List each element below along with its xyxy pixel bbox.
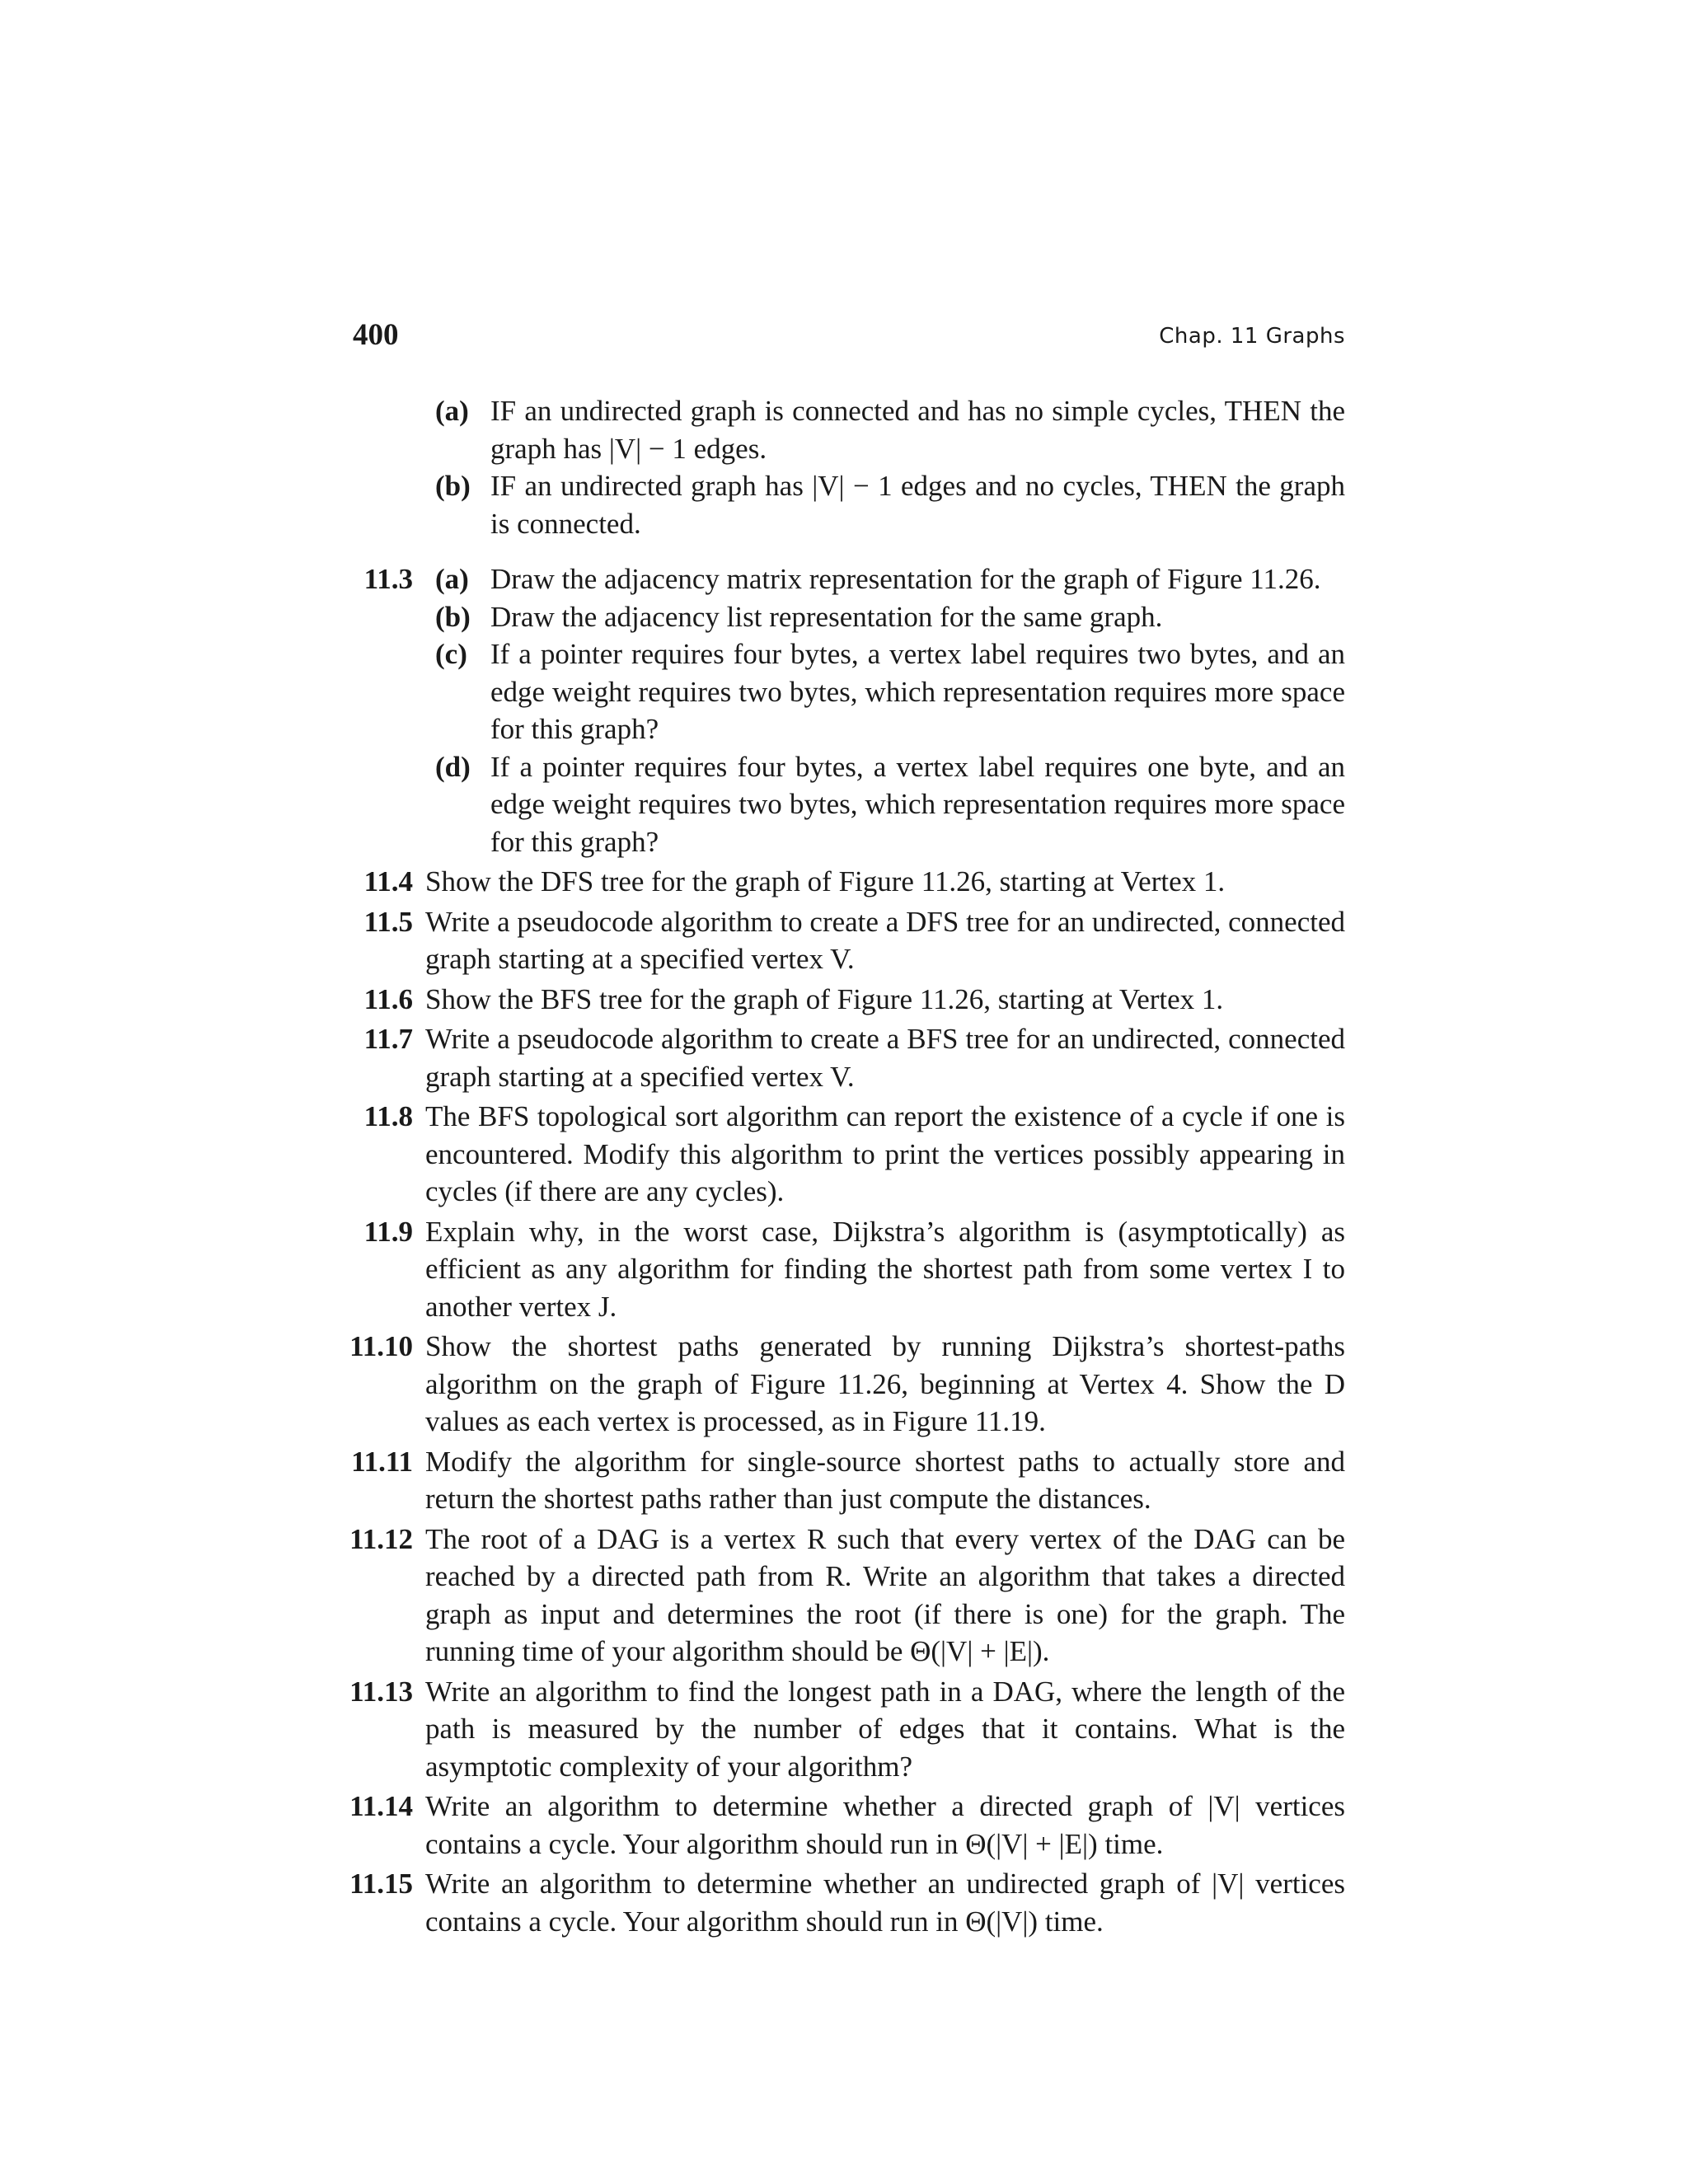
- carryover-item-b: [330, 467, 1345, 542]
- exercise-part-c: [330, 635, 1345, 748]
- exercise-number: 11.8: [363, 1100, 413, 1132]
- item-label: (c): [435, 638, 467, 670]
- exercise-number: 11.10: [349, 1330, 413, 1362]
- running-head: [353, 315, 1345, 356]
- exercise-list: [330, 392, 1345, 1940]
- exercise-11-10: [330, 1328, 1345, 1441]
- item-text: Draw the adjacency list representation for the same graph.: [490, 600, 1163, 633]
- exercise-11-9: [330, 1213, 1345, 1326]
- exercise-part-d: [330, 748, 1345, 861]
- exercise-text: Show the BFS tree for the graph of Figure 11.26, starting at Vertex 1.: [425, 982, 1224, 1015]
- exercise-11-11: [330, 1443, 1345, 1518]
- exercise-11-6: [330, 981, 1345, 1019]
- exercise-text: Write an algorithm to determine whether a directed graph of |V| vertices contains a cycle. Your algorithm should run in Θ(|V| + |E|) time.: [425, 1790, 1345, 1860]
- exercise-text: Modify the algorithm for single-source shortest paths to actually store and return the shortest paths rather than just compute the distances.: [425, 1445, 1345, 1515]
- exercise-text: Explain why, in the worst case, Dijkstra’s algorithm is (asymptotically) as efficient as any algorithm for finding the shortest path from some vertex I to another vertex J.: [425, 1215, 1345, 1323]
- exercise-number: 11.6: [363, 982, 413, 1015]
- exercise-text: The root of a DAG is a vertex R such that every vertex of the DAG can be reached by a directed path from R. Write an algorithm that takes a directed graph as input and determines the root (if there is one) for the graph. The running time of your algorithm should be Θ(|V| + |E|).: [425, 1522, 1345, 1667]
- carryover-item-a: [330, 392, 1345, 467]
- exercise-text: Show the shortest paths generated by running Dijkstra’s shortest-paths algorithm on the graph of Figure 11.26, beginning at Vertex 4. Show the D values as each vertex is processed, as in Figure 11.19.: [425, 1330, 1345, 1437]
- exercise-number: 11.9: [363, 1215, 413, 1248]
- exercise-number: 11.7: [363, 1023, 413, 1055]
- exercise-11-7: [330, 1020, 1345, 1095]
- item-label: (a): [435, 395, 469, 427]
- chapter-title: Chap. 11 Graphs: [1159, 324, 1345, 349]
- exercise-text: Write an algorithm to find the longest path in a DAG, where the length of the path is measured by the number of edges that it contains. What is the asymptotic complexity of your algorithm?: [425, 1675, 1345, 1783]
- exercise-number: 11.14: [349, 1790, 413, 1822]
- exercise-11-5: [330, 903, 1345, 978]
- exercise-11-13: [330, 1673, 1345, 1786]
- item-label: (b): [435, 470, 471, 502]
- exercise-part-b: [330, 598, 1345, 636]
- item-label: (d): [435, 750, 471, 783]
- exercise-text: Write a pseudocode algorithm to create a DFS tree for an undirected, connected graph starting at a specified vertex V.: [425, 905, 1345, 975]
- exercise-11-8: [330, 1098, 1345, 1211]
- exercise-number: 11.11: [351, 1445, 413, 1478]
- exercise-part-a: [330, 560, 1345, 598]
- item-text: Draw the adjacency matrix representation for the graph of Figure 11.26.: [490, 563, 1321, 595]
- exercise-11-4: [330, 863, 1345, 901]
- item-label: (b): [435, 600, 471, 633]
- exercise-number: 11.15: [349, 1868, 413, 1900]
- exercise-11-15: [330, 1865, 1345, 1940]
- page-number: 400: [353, 318, 399, 352]
- item-text: If a pointer requires four bytes, a vertex label requires one byte, and an edge weight requires two bytes, which representation requires more space for this graph?: [490, 750, 1345, 858]
- exercise-text: Show the DFS tree for the graph of Figure 11.26, starting at Vertex 1.: [425, 865, 1226, 898]
- exercise-number: 11.13: [349, 1675, 413, 1708]
- exercise-number: 11.12: [349, 1522, 413, 1555]
- exercise-11-12: [330, 1521, 1345, 1671]
- item-text: IF an undirected graph has |V| − 1 edges and no cycles, THEN the graph is connected.: [490, 470, 1345, 540]
- exercise-number: 11.3: [363, 563, 413, 595]
- exercise-text: Write a pseudocode algorithm to create a BFS tree for an undirected, connected graph starting at a specified vertex V.: [425, 1023, 1345, 1093]
- exercise-11-3: [330, 560, 1345, 860]
- exercise-text: The BFS topological sort algorithm can report the existence of a cycle if one is encountered. Modify this algorithm to print the vertices possibly appearing in cycles (if there are any cycles).: [425, 1100, 1345, 1207]
- exercise-number: 11.5: [363, 905, 413, 938]
- item-label: (a): [435, 563, 469, 595]
- exercise-11-14: [330, 1788, 1345, 1863]
- item-text: IF an undirected graph is connected and has no simple cycles, THEN the graph has |V| − 1 edges.: [490, 395, 1345, 465]
- item-text: If a pointer requires four bytes, a vertex label requires two bytes, and an edge weight requires two bytes, which representation requires more space for this graph?: [490, 638, 1345, 745]
- exercise-number: 11.4: [363, 865, 413, 898]
- exercise-text: Write an algorithm to determine whether an undirected graph of |V| vertices contains a cycle. Your algorithm should run in Θ(|V|) time.: [425, 1868, 1345, 1938]
